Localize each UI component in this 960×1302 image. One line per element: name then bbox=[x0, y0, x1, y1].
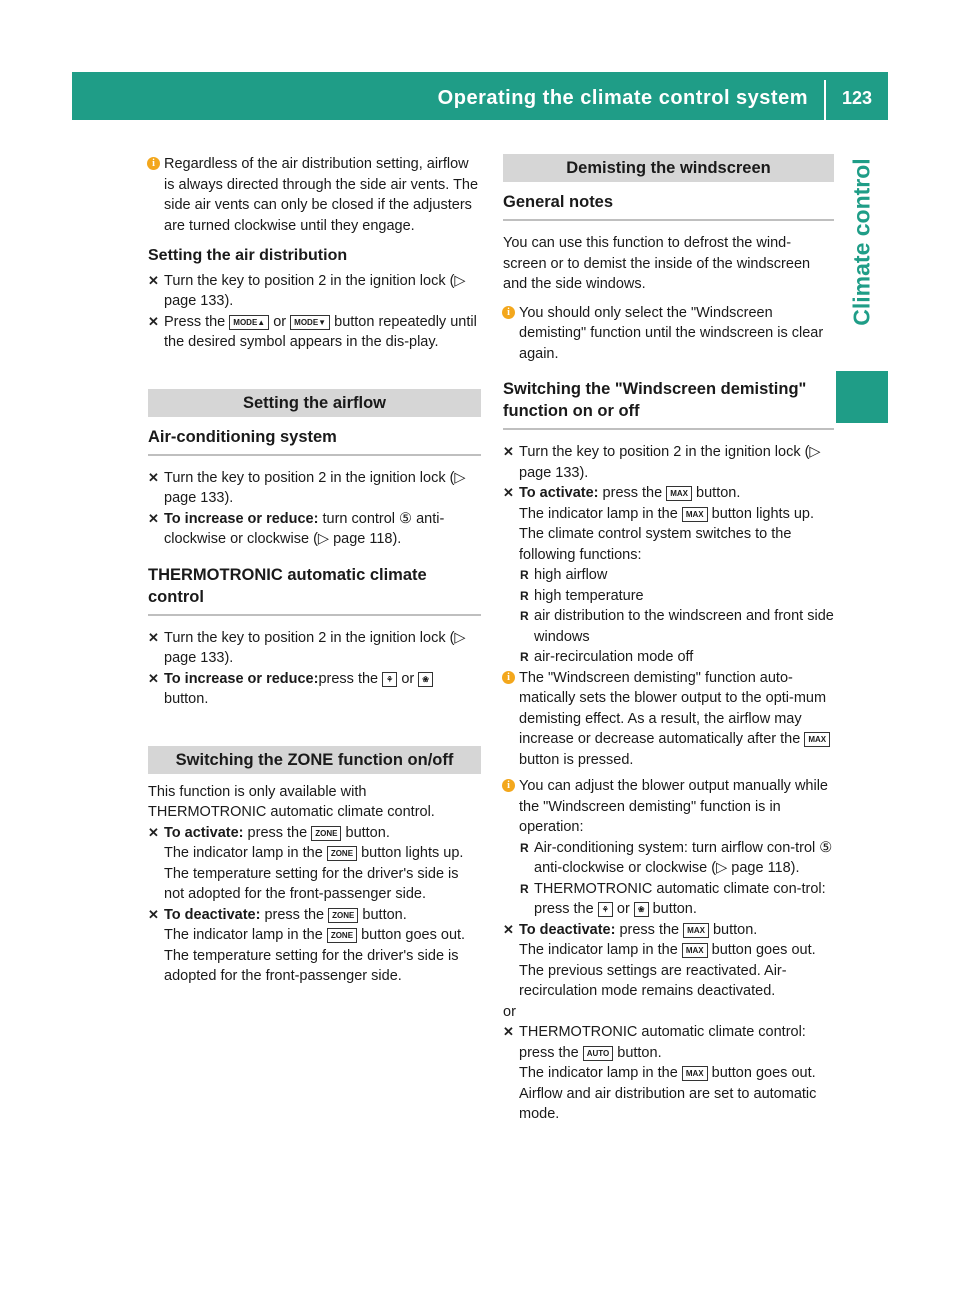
arrow-icon: ✕ bbox=[148, 906, 159, 922]
step: ✕ Turn the key to position 2 in the ignition lock (▷ page 133). bbox=[148, 469, 466, 506]
arrow-icon: ✕ bbox=[148, 313, 159, 329]
step: ✕ To deactivate: press the ZONE button. The indicator lamp in the ZONE button goes out. bbox=[148, 906, 466, 943]
max-defrost-button-icon: MAX bbox=[682, 943, 708, 958]
section-bar-airflow: Setting the airflow bbox=[148, 389, 481, 417]
zone-button-icon: ZONE bbox=[328, 908, 358, 923]
zone-intro: This function is only available with THERMOTRONIC automatic climate control. bbox=[148, 783, 435, 820]
bullet-icon: R bbox=[520, 609, 529, 623]
bullet-icon: R bbox=[520, 568, 529, 582]
left-column bbox=[148, 154, 481, 987]
arrow-icon: ✕ bbox=[148, 272, 159, 288]
page-number: 123 bbox=[841, 88, 873, 108]
arrow-icon: ✕ bbox=[148, 469, 159, 485]
page-header bbox=[72, 72, 888, 120]
step-result: The temperature setting for the driver's side is adopted for the front-passenger side. bbox=[164, 947, 459, 984]
arrow-icon: ✕ bbox=[503, 921, 514, 937]
general-text: You can use this function to defrost the wind-screen or to demist the inside of the windscreen and the side windows. bbox=[503, 235, 811, 292]
step: ✕ Turn the key to position 2 in the ignition lock (▷ page 133). bbox=[503, 444, 821, 481]
mode-down-button-icon: MODE▼ bbox=[290, 315, 330, 330]
zone-button-icon: ZONE bbox=[327, 928, 357, 943]
arrow-icon: ✕ bbox=[503, 485, 514, 500]
step: ✕ Press the MODE▲ or MODE▼ button repeatedly until the desired symbol appears in the dis-play. bbox=[148, 313, 477, 350]
info-note: i The "Windscreen demisting" function auto-matically sets the blower output to the opti-mum demisting effect. As a result, the airflow may increase or decrease automatically after the MAX button is pressed. bbox=[503, 668, 834, 771]
list-item: R high temperature bbox=[503, 586, 834, 607]
or-text: or bbox=[503, 1003, 516, 1020]
zone-button-icon: ZONE bbox=[311, 826, 341, 841]
heading-general-notes: General notes bbox=[503, 191, 834, 221]
step: ✕ To activate: press the MAX button. The indicator lamp in the MAX button lights up. bbox=[503, 485, 815, 522]
subheading-air-distribution: Setting the air distribution bbox=[148, 247, 348, 264]
arrow-icon: ✕ bbox=[503, 444, 514, 459]
info-note: i You can adjust the blower output manually while the "Windscreen demisting" function is in operation: bbox=[503, 776, 834, 838]
fan-increase-button-icon: ⚘ bbox=[382, 672, 397, 687]
side-tab-block bbox=[836, 371, 888, 423]
max-defrost-button-icon: MAX bbox=[682, 507, 708, 522]
arrow-icon: ✕ bbox=[148, 629, 159, 645]
step: ✕ Turn the key to position 2 in the ignition lock (▷ page 133). bbox=[148, 629, 466, 666]
max-defrost-button-icon: MAX bbox=[804, 732, 830, 747]
info-icon: i bbox=[502, 671, 515, 684]
fan-decrease-button-icon: ❀ bbox=[418, 672, 433, 687]
heading-thermotronic: THERMOTRONIC automatic climate control bbox=[148, 564, 481, 616]
max-defrost-button-icon: MAX bbox=[666, 486, 692, 501]
heading-switching: Switching the "Windscreen demisting" function on or off bbox=[503, 378, 834, 430]
step-result: The temperature setting for the driver's side is not adopted for the front-passenger side. bbox=[164, 865, 459, 902]
info-icon: i bbox=[147, 157, 160, 170]
max-defrost-button-icon: MAX bbox=[683, 923, 709, 938]
mode-up-button-icon: MODE▲ bbox=[229, 315, 269, 330]
bullet-icon: R bbox=[520, 840, 529, 855]
bullet-icon: R bbox=[520, 650, 529, 664]
step: ✕ Turn the key to position 2 in the ignition lock (▷ page 133). bbox=[148, 272, 466, 309]
info-icon: i bbox=[502, 306, 515, 319]
list-item: R air-recirculation mode off bbox=[503, 647, 834, 668]
step: ✕ THERMOTRONIC automatic climate control: press the AUTO button. The indicator lamp in the MAX button goes out. Airflow and air distribution are set to automatic mode. bbox=[503, 1024, 817, 1122]
step: ✕ To increase or reduce: turn control ⑤ anti-clockwise or clockwise (▷ page 118). bbox=[148, 510, 445, 547]
zone-button-icon: ZONE bbox=[327, 846, 357, 861]
bullet-icon: R bbox=[520, 881, 529, 896]
max-defrost-button-icon: MAX bbox=[682, 1066, 708, 1081]
info-note: i You should only select the "Windscreen demisting" function until the windscreen is clear again. bbox=[503, 303, 834, 365]
bullet-icon: R bbox=[520, 588, 529, 603]
list-item: R high airflow bbox=[503, 565, 834, 586]
list-item: R air distribution to the windscreen and front side windows bbox=[520, 608, 834, 645]
list-item: R THERMOTRONIC automatic climate con-trol: press the ⚘ or ❀ button. bbox=[520, 880, 826, 917]
info-icon: i bbox=[502, 779, 515, 792]
step: ✕ To increase or reduce:press the ⚘ or ❀ button. bbox=[148, 669, 481, 710]
fan-increase-button-icon: ⚘ bbox=[598, 902, 613, 917]
fan-decrease-button-icon: ❀ bbox=[634, 902, 649, 917]
info-note: i Regardless of the air distribution setting, airflow is always directed through the side air vents. The side air vents can only be closed if the adjusters are turned clockwise until they engage. bbox=[148, 154, 481, 236]
arrow-icon: ✕ bbox=[148, 510, 159, 526]
step: ✕ To deactivate: press the MAX button. The indicator lamp in the MAX button goes out. The previous settings are reactivated. Air-recirculation mode remains deactivated. bbox=[503, 921, 816, 999]
heading-air-conditioning: Air-conditioning system bbox=[148, 426, 481, 456]
section-bar-demist: Demisting the windscreen bbox=[503, 154, 834, 182]
side-tab-label: Climate control bbox=[848, 158, 875, 326]
arrow-icon: ✕ bbox=[148, 670, 159, 686]
chapter-title: Operating the climate control system bbox=[437, 87, 808, 109]
step: ✕ To activate: press the ZONE button. The indicator lamp in the ZONE button lights up. bbox=[148, 824, 464, 861]
section-bar-zone: Switching the ZONE function on/off bbox=[148, 746, 481, 774]
arrow-icon: ✕ bbox=[148, 824, 159, 840]
auto-button-icon: AUTO bbox=[583, 1046, 614, 1061]
arrow-icon: ✕ bbox=[503, 1024, 514, 1039]
right-column bbox=[503, 154, 834, 1125]
step-result: The climate control system switches to the following functions: bbox=[519, 526, 792, 563]
list-item: R Air-conditioning system: turn airflow con-trol ⑤ anti-clockwise or clockwise (▷ page 118). bbox=[520, 839, 833, 876]
